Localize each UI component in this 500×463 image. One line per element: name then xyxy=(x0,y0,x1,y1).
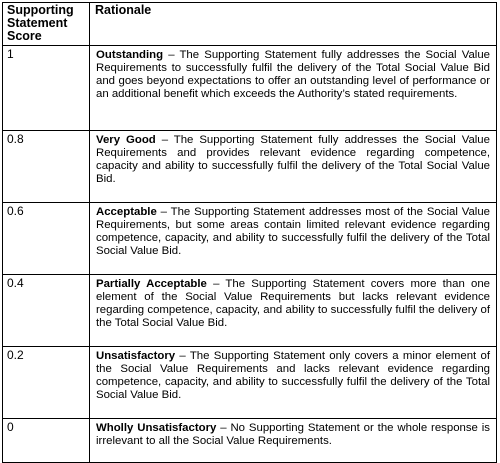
score-value: 0.6 xyxy=(3,203,90,275)
rating-description: – The Supporting Statement fully addresses the Social Value Requirements to successfully fulfil the delivery of the Total Social Value Bid and goes beyond expectations to offer an outstanding level of performance or an additional benefit which exceeds the Authority’s stated requirements. xyxy=(96,49,490,100)
table-row xyxy=(3,347,497,419)
score-value: 1 xyxy=(3,46,90,131)
rating-description: – The Supporting Statement addresses most of the Social Value Requirements, but some areas contain limited relevant evidence regarding competence, capacity, and ability to successfully fulfil the delivery of the Total Social Value Bid. xyxy=(96,206,490,257)
score-value: 0.4 xyxy=(3,275,90,347)
header-rationale: Rationale xyxy=(90,3,497,46)
rationale-text xyxy=(90,275,497,347)
rationale-text xyxy=(90,419,497,463)
rationale-text xyxy=(90,46,497,131)
header-score: Supporting Statement Score xyxy=(3,3,90,46)
table-row xyxy=(3,131,497,203)
rating-description: – The Supporting Statement covers more than one element of the Social Value Requirements but lacks relevant evidence regarding competence, capacity, and ability to successfully fulfil the delivery of the Total Social Value Bid. xyxy=(96,278,491,329)
rating-term: Very Good xyxy=(96,134,156,146)
rating-description: – No Supporting Statement or the whole response is irrelevant to all the Social Value Requirements. xyxy=(96,422,491,447)
table-header-row xyxy=(3,3,497,46)
table-row xyxy=(3,419,497,463)
score-value: 0.2 xyxy=(3,347,90,419)
rating-term: Partially Acceptable xyxy=(96,278,207,290)
rating-term: Unsatisfactory xyxy=(96,350,176,362)
rating-term: Wholly Unsatisfactory xyxy=(96,422,217,434)
rating-description: – The Supporting Statement only covers a minor element of the Social Value Requirements and lacks relevant evidence regarding competence, capacity, and ability to successfully fulfil the delivery of the Total Social Value Bid. xyxy=(96,350,490,401)
rationale-text xyxy=(90,131,497,203)
table-row xyxy=(3,46,497,131)
score-value: 0.8 xyxy=(3,131,90,203)
rationale-text xyxy=(90,347,497,419)
rationale-text xyxy=(90,203,497,275)
table-row xyxy=(3,203,497,275)
table-row xyxy=(3,275,497,347)
rating-term: Outstanding xyxy=(96,49,164,61)
rating-term: Acceptable xyxy=(96,206,157,218)
scoring-table xyxy=(2,2,497,463)
score-value: 0 xyxy=(3,419,90,463)
rating-description: – The Supporting Statement fully addresses the Social Value Requirements and provides relevant evidence regarding competence, capacity and ability to successfully fulfil the delivery of the Total Social Value Bid. xyxy=(96,134,490,185)
